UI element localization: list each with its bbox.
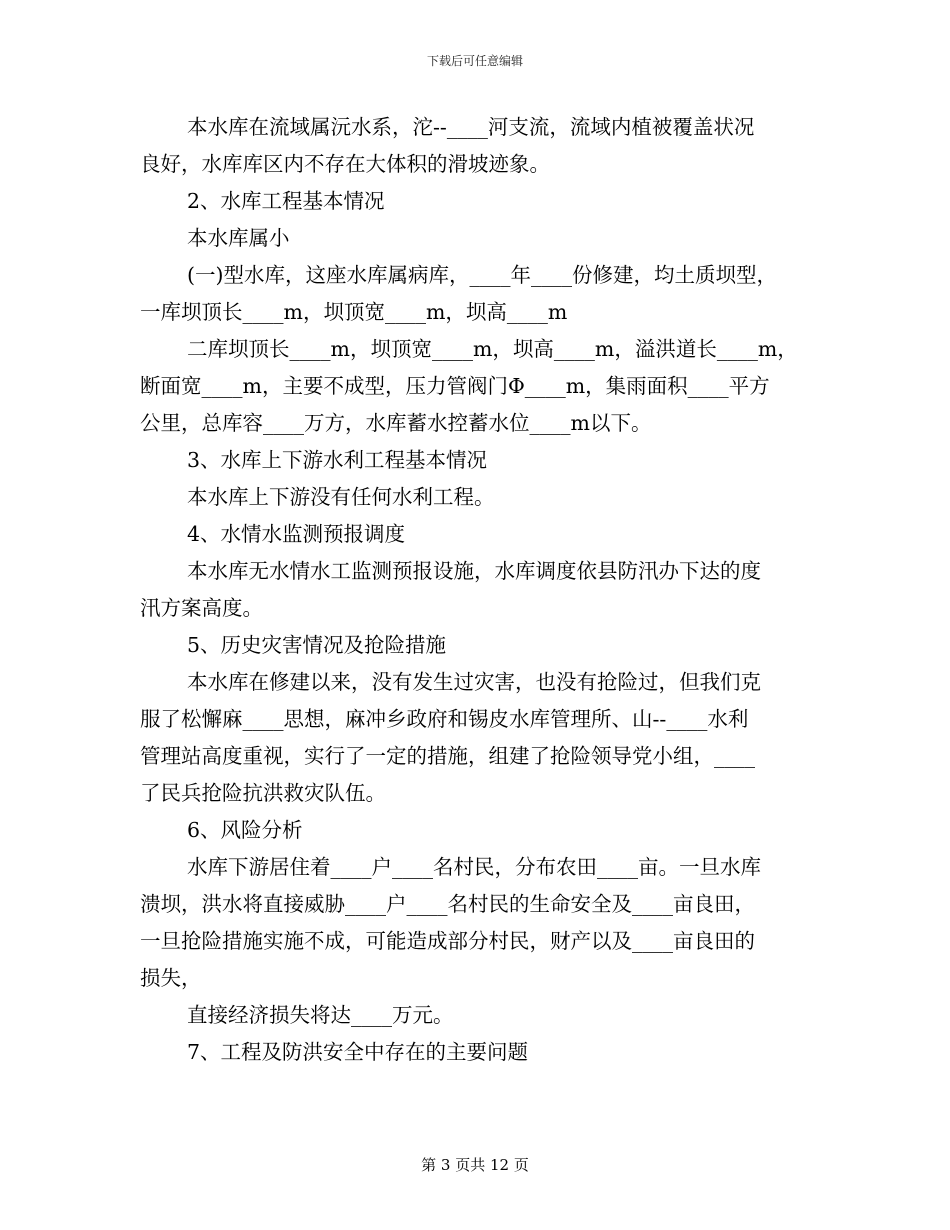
text-line: 本水库无水情水工监测预报设施，水库调度依县防汛办下达的度 bbox=[187, 559, 761, 583]
text-line: 一旦抢险措施实施不成，可能造成部分村民，财产以及____亩良田的 bbox=[140, 929, 755, 953]
text-line: 二库坝顶长____m，坝顶宽____m，坝高____m，溢洪道长____m， bbox=[187, 337, 798, 361]
document-body bbox=[140, 109, 812, 1071]
section-heading: 4、水情水监测预报调度 bbox=[187, 522, 406, 546]
text-line: 直接经济损失将达____万元。 bbox=[187, 1003, 454, 1027]
section-heading: 2、水库工程基本情况 bbox=[187, 189, 385, 213]
text-line: 服了松懈麻____思想，麻冲乡政府和锡皮水库管理所、山--____水利 bbox=[140, 707, 749, 731]
text-line: 汛方案高度。 bbox=[140, 596, 263, 620]
text-line: 一库坝顶长____m，坝顶宽____m，坝高____m bbox=[140, 300, 568, 324]
text-line: 本水库在修建以来，没有发生过灾害，也没有抢险过，但我们克 bbox=[187, 670, 761, 694]
section-heading: 5、历史灾害情况及抢险措施 bbox=[187, 633, 447, 657]
text-line: 公里，总库容____万方，水库蓄水控蓄水位____m以下。 bbox=[140, 411, 652, 435]
text-line: 本水库上下游没有任何水利工程。 bbox=[187, 485, 495, 509]
text-line: 损失， bbox=[140, 966, 202, 990]
text-line: 水库下游居住着____户____名村民，分布农田____亩。一旦水库 bbox=[187, 855, 761, 879]
section-heading: 6、风险分析 bbox=[187, 818, 303, 842]
text-line: (一)型水库，这座水库属病库，____年____份修建，均土质坝型， bbox=[187, 263, 777, 287]
text-line: 良好，水库库区内不存在大体积的滑坡迹象。 bbox=[140, 152, 550, 176]
page-footer: 第 3 页共 12 页 bbox=[421, 1156, 529, 1174]
page-header: 下载后可任意编辑 bbox=[426, 54, 523, 68]
text-line: 本水库在流域属沅水系，沱--____河支流，流域内植被覆盖状况 bbox=[187, 115, 755, 139]
text-line: 断面宽____m，主要不成型，压力管阀门Φ____m，集雨面积____平方 bbox=[140, 374, 770, 398]
text-line: 管理站高度重视，实行了一定的措施，组建了抢险领导党小组，____ bbox=[140, 744, 755, 768]
text-line: 溃坝，洪水将直接威胁____户____名村民的生命安全及____亩良田， bbox=[140, 892, 755, 916]
text-line: 了民兵抢险抗洪救灾队伍。 bbox=[140, 781, 386, 805]
section-heading: 3、水库上下游水利工程基本情况 bbox=[187, 448, 488, 472]
section-heading: 7、工程及防洪安全中存在的主要问题 bbox=[187, 1040, 529, 1064]
text-line: 本水库属小 bbox=[187, 226, 290, 250]
